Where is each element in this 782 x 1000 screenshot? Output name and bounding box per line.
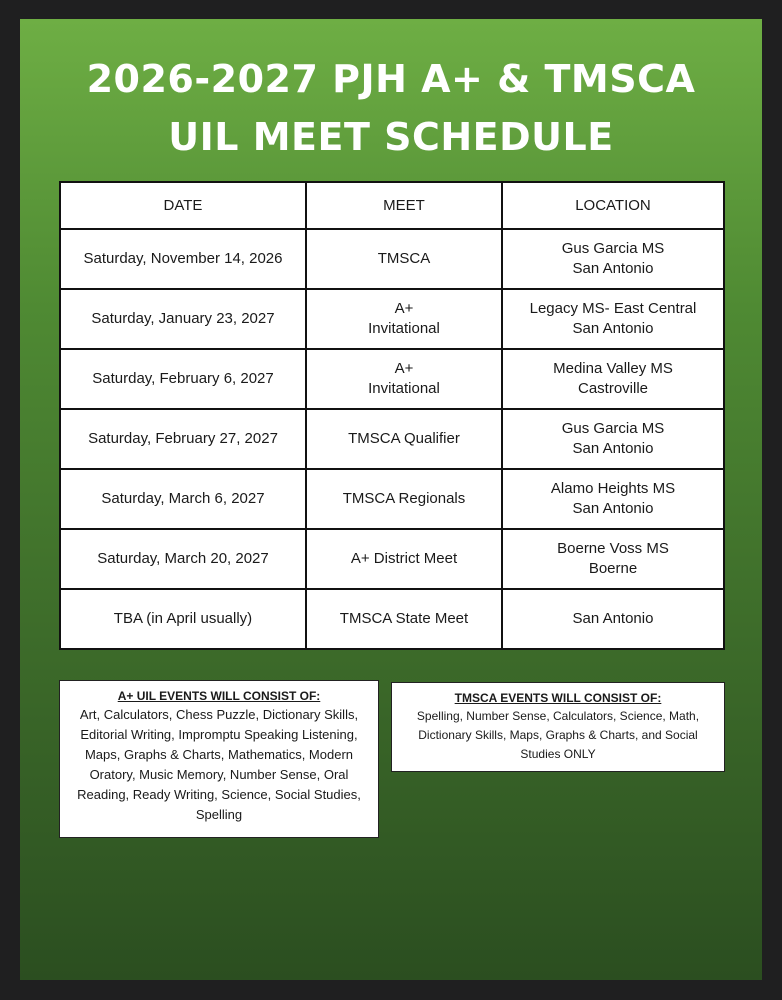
meet-cell: TMSCA Qualifier: [306, 409, 502, 469]
tmsca-events-box: [391, 682, 725, 772]
header-meet: MEET: [306, 182, 502, 229]
date-cell: TBA (in April usually): [60, 589, 306, 649]
aplus-events-box: [59, 680, 379, 838]
location-cell: Gus Garcia MS San Antonio: [502, 229, 724, 289]
poster: [20, 19, 762, 980]
location-cell: Gus Garcia MS San Antonio: [502, 409, 724, 469]
date-cell: Saturday, November 14, 2026: [60, 229, 306, 289]
location-cell: Alamo Heights MS San Antonio: [502, 469, 724, 529]
tmsca-events-list: Spelling, Number Sense, Calculators, Science, Math, Dictionary Skills, Maps, Graphs & Charts, and Social Studies ONLY: [416, 709, 700, 761]
location-cell: Legacy MS- East Central San Antonio: [502, 289, 724, 349]
date-cell: Saturday, February 6, 2027: [60, 349, 306, 409]
table-row: [60, 289, 724, 349]
meet-cell: A+ District Meet: [306, 529, 502, 589]
meet-schedule-table: [59, 181, 725, 650]
location-cell: Medina Valley MS Castroville: [502, 349, 724, 409]
location-cell: Boerne Voss MS Boerne: [502, 529, 724, 589]
table-row: [60, 529, 724, 589]
date-cell: Saturday, January 23, 2027: [60, 289, 306, 349]
header-date: DATE: [60, 182, 306, 229]
meet-cell: A+ Invitational: [306, 289, 502, 349]
meet-cell: TMSCA: [306, 229, 502, 289]
date-cell: Saturday, March 20, 2027: [60, 529, 306, 589]
aplus-events-list: Art, Calculators, Chess Puzzle, Dictionary Skills, Editorial Writing, Impromptu Speaking Listening, Maps, Graphs & Charts, Mathematics, Modern Oratory, Music Memory, Number Sense, Oral Reading, Ready Writing, Science, Social Studies, Spelling: [77, 707, 361, 822]
location-cell: San Antonio: [502, 589, 724, 649]
meet-cell: A+ Invitational: [306, 349, 502, 409]
meet-cell: TMSCA Regionals: [306, 469, 502, 529]
poster-title-line-1: 2026-2027 PJH A+ & TMSCA: [86, 57, 696, 101]
table-header-row: [60, 182, 724, 229]
poster-title-line-2: UIL MEET SCHEDULE: [168, 115, 614, 159]
aplus-events-heading: A+ UIL EVENTS WILL CONSIST OF:: [117, 689, 321, 703]
date-cell: Saturday, February 27, 2027: [60, 409, 306, 469]
table-row: [60, 589, 724, 649]
meet-cell: TMSCA State Meet: [306, 589, 502, 649]
table-row: [60, 349, 724, 409]
header-location: LOCATION: [502, 182, 724, 229]
tmsca-events-heading: TMSCA EVENTS WILL CONSIST OF:: [454, 691, 662, 705]
table-row: [60, 469, 724, 529]
table-row: [60, 409, 724, 469]
date-cell: Saturday, March 6, 2027: [60, 469, 306, 529]
table-row: [60, 229, 724, 289]
